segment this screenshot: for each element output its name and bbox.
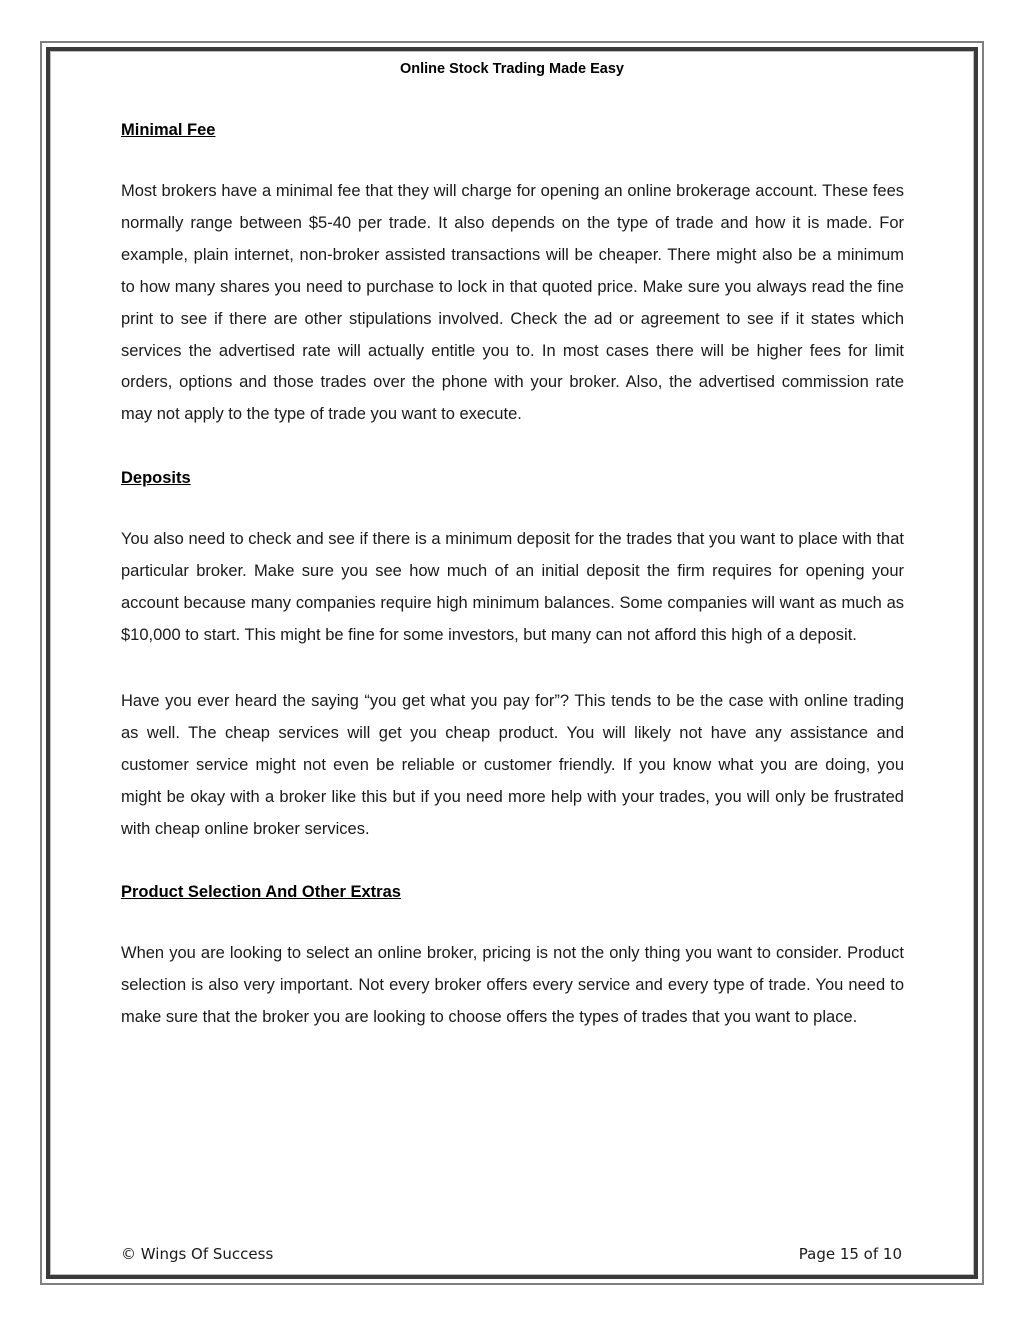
paragraph-minimal-fee: Most brokers have a minimal fee that they will charge for opening an online brokerage account. These fees normally range between $5-40 per trade. It also depends on the type of trade and how it is made. For example, plain internet, non-broker assisted transactions will be cheaper. There might also be a minimum to how many shares you need to purchase to lock in that quoted price. Make sure you always read the fine print to see if there are other stipulations involved. Check the ad or agreement to see if it states which services the advertised rate will actually entitle you to. In most cases there will be higher fees for limit orders, options and those trades over the phone with your broker. Also, the advertised commission rate may not apply to the type of trade you want to execute.	[121, 182, 904, 424]
document-header-title: Online Stock Trading Made Easy	[399, 61, 624, 77]
paragraph-product-selection: When you are looking to select an online broker, pricing is not the only thing you want to consider. Product selection is also very important. Not every broker offers every service and every type of trade. You need to make sure that the broker you are looking to choose offers the types of trades that you want to place.	[121, 944, 904, 1027]
paragraph-deposits-1: You also need to check and see if there is a minimum deposit for the trades that you want to place with that particular broker. Make sure you see how much of an initial deposit the firm requires for opening your account because many companies require high minimum balances. Some companies will want as much as $10,000 to start. This might be fine for some investors, but many can not afford this high of a deposit.	[121, 530, 904, 644]
footer-page-number: Page 15 of 10	[798, 1245, 902, 1263]
document-body	[121, 118, 904, 1034]
section-heading-minimal-fee: Minimal Fee	[121, 121, 216, 139]
section-heading-product-selection: Product Selection And Other Extras	[121, 883, 401, 902]
paragraph-deposits-2: Have you ever heard the saying “you get what you pay for”? This tends to be the case with online trading as well. The cheap services will get you cheap product. You will likely not have any assistance and customer service might not even be reliable or customer friendly. If you know what you are doing, you might be okay with a broker like this but if you need more help with your trades, you will only be frustrated with cheap online broker services.	[121, 691, 904, 838]
section-heading-deposits: Deposits	[121, 469, 191, 488]
footer-copyright: © Wings Of Success	[121, 1245, 274, 1263]
